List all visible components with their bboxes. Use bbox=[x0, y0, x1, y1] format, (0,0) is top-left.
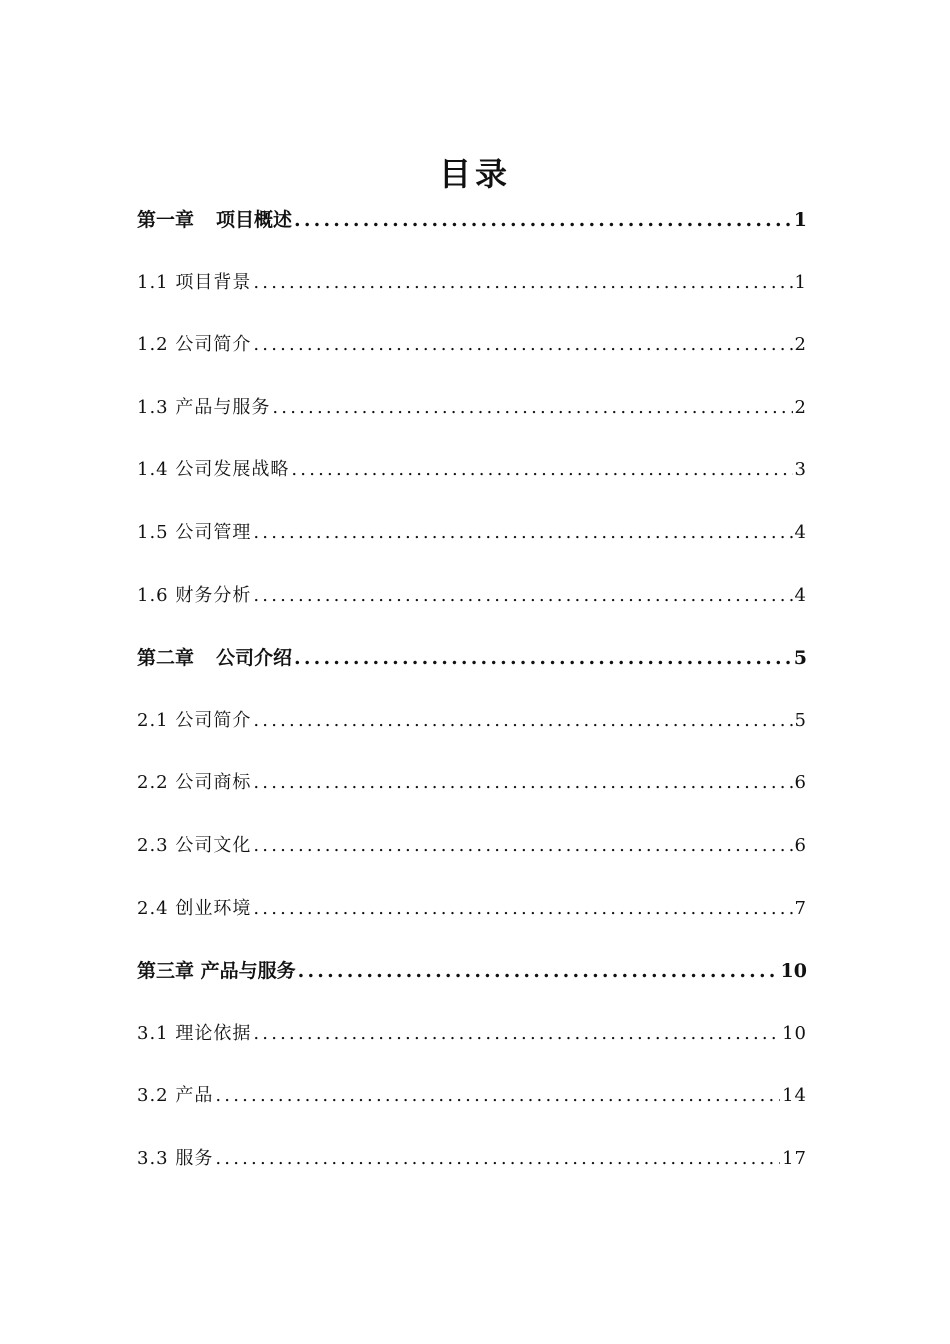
toc-entry-label bbox=[137, 261, 251, 305]
toc-entry-label bbox=[137, 1074, 213, 1118]
toc-entry-page: 1 bbox=[794, 271, 807, 293]
toc-entry-number: 第一章 bbox=[137, 209, 195, 231]
toc-entry-title: 服务 bbox=[175, 1147, 214, 1169]
toc-section-3-3[interactable] bbox=[137, 1137, 807, 1200]
toc-section-3-2[interactable] bbox=[137, 1074, 807, 1137]
toc-section-1-6[interactable] bbox=[137, 574, 807, 637]
toc-entry-label bbox=[137, 887, 251, 931]
toc-entry-title: 公司文化 bbox=[175, 834, 252, 856]
toc-section-2-2[interactable] bbox=[137, 761, 807, 824]
toc-dot-leader bbox=[298, 949, 779, 993]
table-of-contents bbox=[137, 198, 807, 1200]
toc-section-1-4[interactable] bbox=[137, 448, 807, 511]
toc-entry-title: 公司介绍 bbox=[216, 647, 293, 670]
toc-entry-number: 1.5 bbox=[137, 521, 169, 543]
toc-entry-number: 第二章 bbox=[137, 647, 195, 670]
toc-entry-title: 产品 bbox=[175, 1085, 214, 1107]
toc-dot-leader bbox=[215, 1074, 780, 1118]
toc-section-1-5[interactable] bbox=[137, 511, 807, 574]
toc-entry-title: 公司简介 bbox=[175, 709, 252, 731]
toc-entry-label bbox=[137, 448, 289, 492]
toc-entry-number: 3.3 bbox=[137, 1147, 169, 1169]
toc-entry-title: 创业环境 bbox=[175, 897, 252, 919]
toc-dot-leader bbox=[253, 824, 792, 868]
toc-entry-label bbox=[137, 323, 251, 367]
toc-dot-leader bbox=[253, 323, 792, 367]
toc-entry-page: 6 bbox=[794, 834, 807, 856]
toc-entry-page: 10 bbox=[782, 1022, 807, 1044]
toc-entry-title: 公司商标 bbox=[175, 772, 252, 794]
toc-entry-number: 2.3 bbox=[137, 834, 169, 856]
toc-entry-label bbox=[137, 198, 292, 242]
toc-entry-page: 4 bbox=[794, 584, 807, 606]
toc-entry-label bbox=[137, 511, 251, 555]
toc-dot-leader bbox=[253, 261, 792, 305]
toc-entry-number: 3.2 bbox=[137, 1085, 169, 1107]
toc-entry-number: 2.1 bbox=[137, 709, 169, 731]
toc-entry-page: 2 bbox=[794, 334, 807, 356]
toc-entry-number: 2.2 bbox=[137, 772, 169, 794]
toc-entry-title: 产品与服务 bbox=[200, 960, 296, 983]
toc-entry-label bbox=[137, 761, 251, 805]
toc-dot-leader bbox=[253, 699, 792, 743]
toc-entry-number: 1.6 bbox=[137, 584, 169, 606]
toc-section-2-3[interactable] bbox=[137, 824, 807, 887]
toc-entry-page: 6 bbox=[794, 772, 807, 794]
toc-chapter-2[interactable] bbox=[137, 636, 807, 699]
toc-entry-label bbox=[137, 949, 296, 993]
toc-section-1-3[interactable] bbox=[137, 386, 807, 449]
toc-entry-title: 理论依据 bbox=[175, 1022, 252, 1044]
toc-dot-leader bbox=[253, 511, 792, 555]
toc-entry-number: 第三章 bbox=[137, 960, 195, 983]
toc-section-3-1[interactable] bbox=[137, 1012, 807, 1075]
toc-entry-page: 4 bbox=[794, 521, 807, 543]
toc-entry-label bbox=[137, 824, 251, 868]
toc-chapter-3[interactable] bbox=[137, 949, 807, 1012]
toc-entry-page: 14 bbox=[782, 1085, 807, 1107]
toc-dot-leader bbox=[294, 198, 792, 242]
toc-section-2-1[interactable] bbox=[137, 699, 807, 762]
toc-entry-page: 10 bbox=[780, 960, 807, 983]
toc-entry-title: 项目概述 bbox=[216, 209, 293, 231]
toc-dot-leader bbox=[291, 448, 792, 492]
toc-entry-page: 7 bbox=[794, 897, 807, 919]
toc-dot-leader bbox=[294, 636, 792, 680]
toc-dot-leader bbox=[272, 386, 792, 430]
toc-dot-leader bbox=[253, 761, 792, 805]
toc-entry-title: 公司发展战略 bbox=[175, 459, 290, 481]
toc-title: 目录 bbox=[438, 155, 511, 194]
toc-entry-number: 2.4 bbox=[137, 897, 169, 919]
toc-dot-leader bbox=[253, 1012, 780, 1056]
toc-section-1-2[interactable] bbox=[137, 323, 807, 386]
toc-entry-title: 项目背景 bbox=[175, 271, 252, 293]
toc-entry-page: 1 bbox=[793, 209, 807, 231]
toc-entry-page: 5 bbox=[793, 647, 807, 670]
toc-chapter-1[interactable] bbox=[137, 198, 807, 261]
toc-entry-title: 公司简介 bbox=[175, 334, 252, 356]
toc-entry-page: 3 bbox=[794, 459, 807, 481]
toc-section-2-4[interactable] bbox=[137, 887, 807, 950]
toc-section-1-1[interactable] bbox=[137, 261, 807, 324]
toc-entry-title: 财务分析 bbox=[175, 584, 252, 606]
toc-entry-title: 公司管理 bbox=[175, 521, 252, 543]
toc-entry-page: 2 bbox=[794, 396, 807, 418]
toc-entry-page: 17 bbox=[782, 1147, 807, 1169]
toc-entry-number: 1.2 bbox=[137, 334, 169, 356]
toc-entry-label bbox=[137, 636, 292, 680]
toc-dot-leader bbox=[253, 574, 792, 618]
toc-entry-label bbox=[137, 386, 270, 430]
toc-dot-leader bbox=[215, 1137, 780, 1181]
toc-entry-label bbox=[137, 1012, 251, 1056]
toc-entry-number: 3.1 bbox=[137, 1022, 169, 1044]
toc-entry-number: 1.4 bbox=[137, 459, 169, 481]
toc-entry-label bbox=[137, 1137, 213, 1181]
toc-entry-page: 5 bbox=[794, 709, 807, 731]
toc-entry-label bbox=[137, 574, 251, 618]
toc-entry-title: 产品与服务 bbox=[175, 396, 271, 418]
toc-entry-label bbox=[137, 699, 251, 743]
toc-dot-leader bbox=[253, 887, 792, 931]
toc-entry-number: 1.3 bbox=[137, 396, 169, 418]
toc-entry-number: 1.1 bbox=[137, 271, 169, 293]
